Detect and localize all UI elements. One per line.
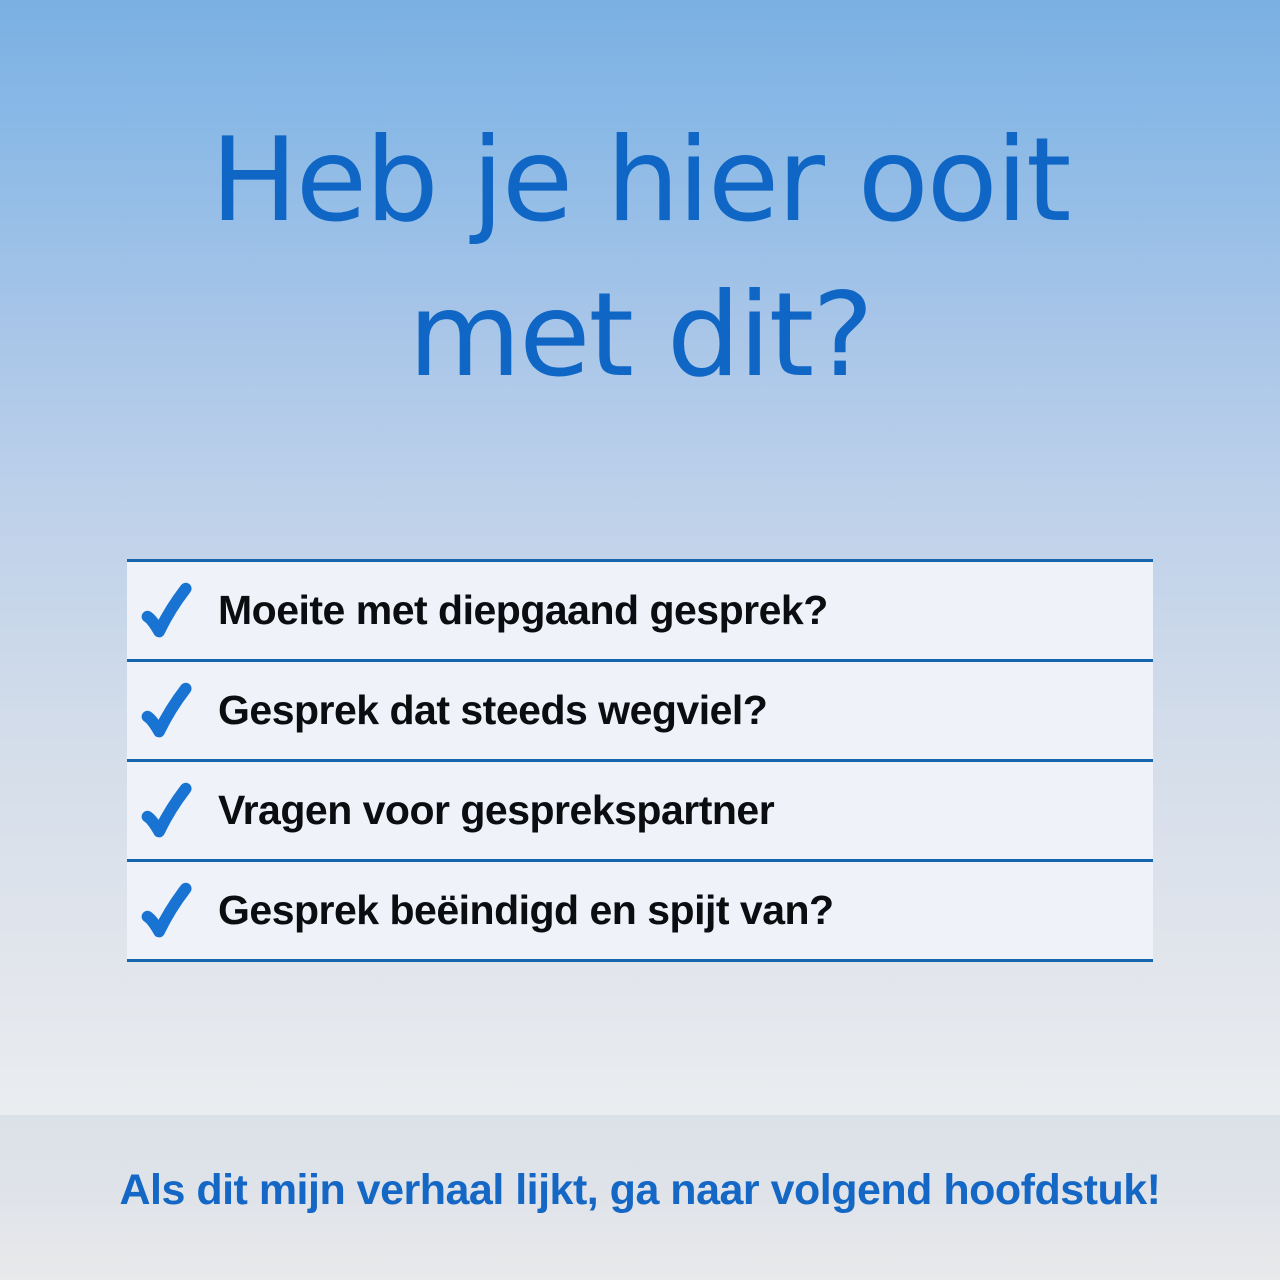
checklist xyxy=(127,559,1153,962)
checkmark-icon xyxy=(140,779,196,843)
checklist-item xyxy=(127,659,1153,759)
checkmark-icon xyxy=(140,579,196,643)
page-title-line-2: met dit? xyxy=(408,268,872,403)
checklist-item-label: Gesprek dat steeds wegviel? xyxy=(218,687,768,733)
page-title-line-1: Heb je hier ooit xyxy=(210,113,1070,248)
checklist-item-label: Gesprek beëindigd en spijt van? xyxy=(218,887,834,933)
checklist-item xyxy=(127,559,1153,659)
checklist-item xyxy=(127,759,1153,859)
checklist-item-label: Vragen voor gesprekspartner xyxy=(218,787,775,833)
footer-cta-text: Als dit mijn verhaal lijkt, ga naar volgend hoofdstuk! xyxy=(119,1166,1161,1214)
checkmark-icon xyxy=(140,679,196,743)
checkmark-icon xyxy=(140,879,196,943)
page-title xyxy=(0,103,1280,413)
checklist-item xyxy=(127,859,1153,959)
checklist-item-label: Moeite met diepgaand gesprek? xyxy=(218,587,828,633)
